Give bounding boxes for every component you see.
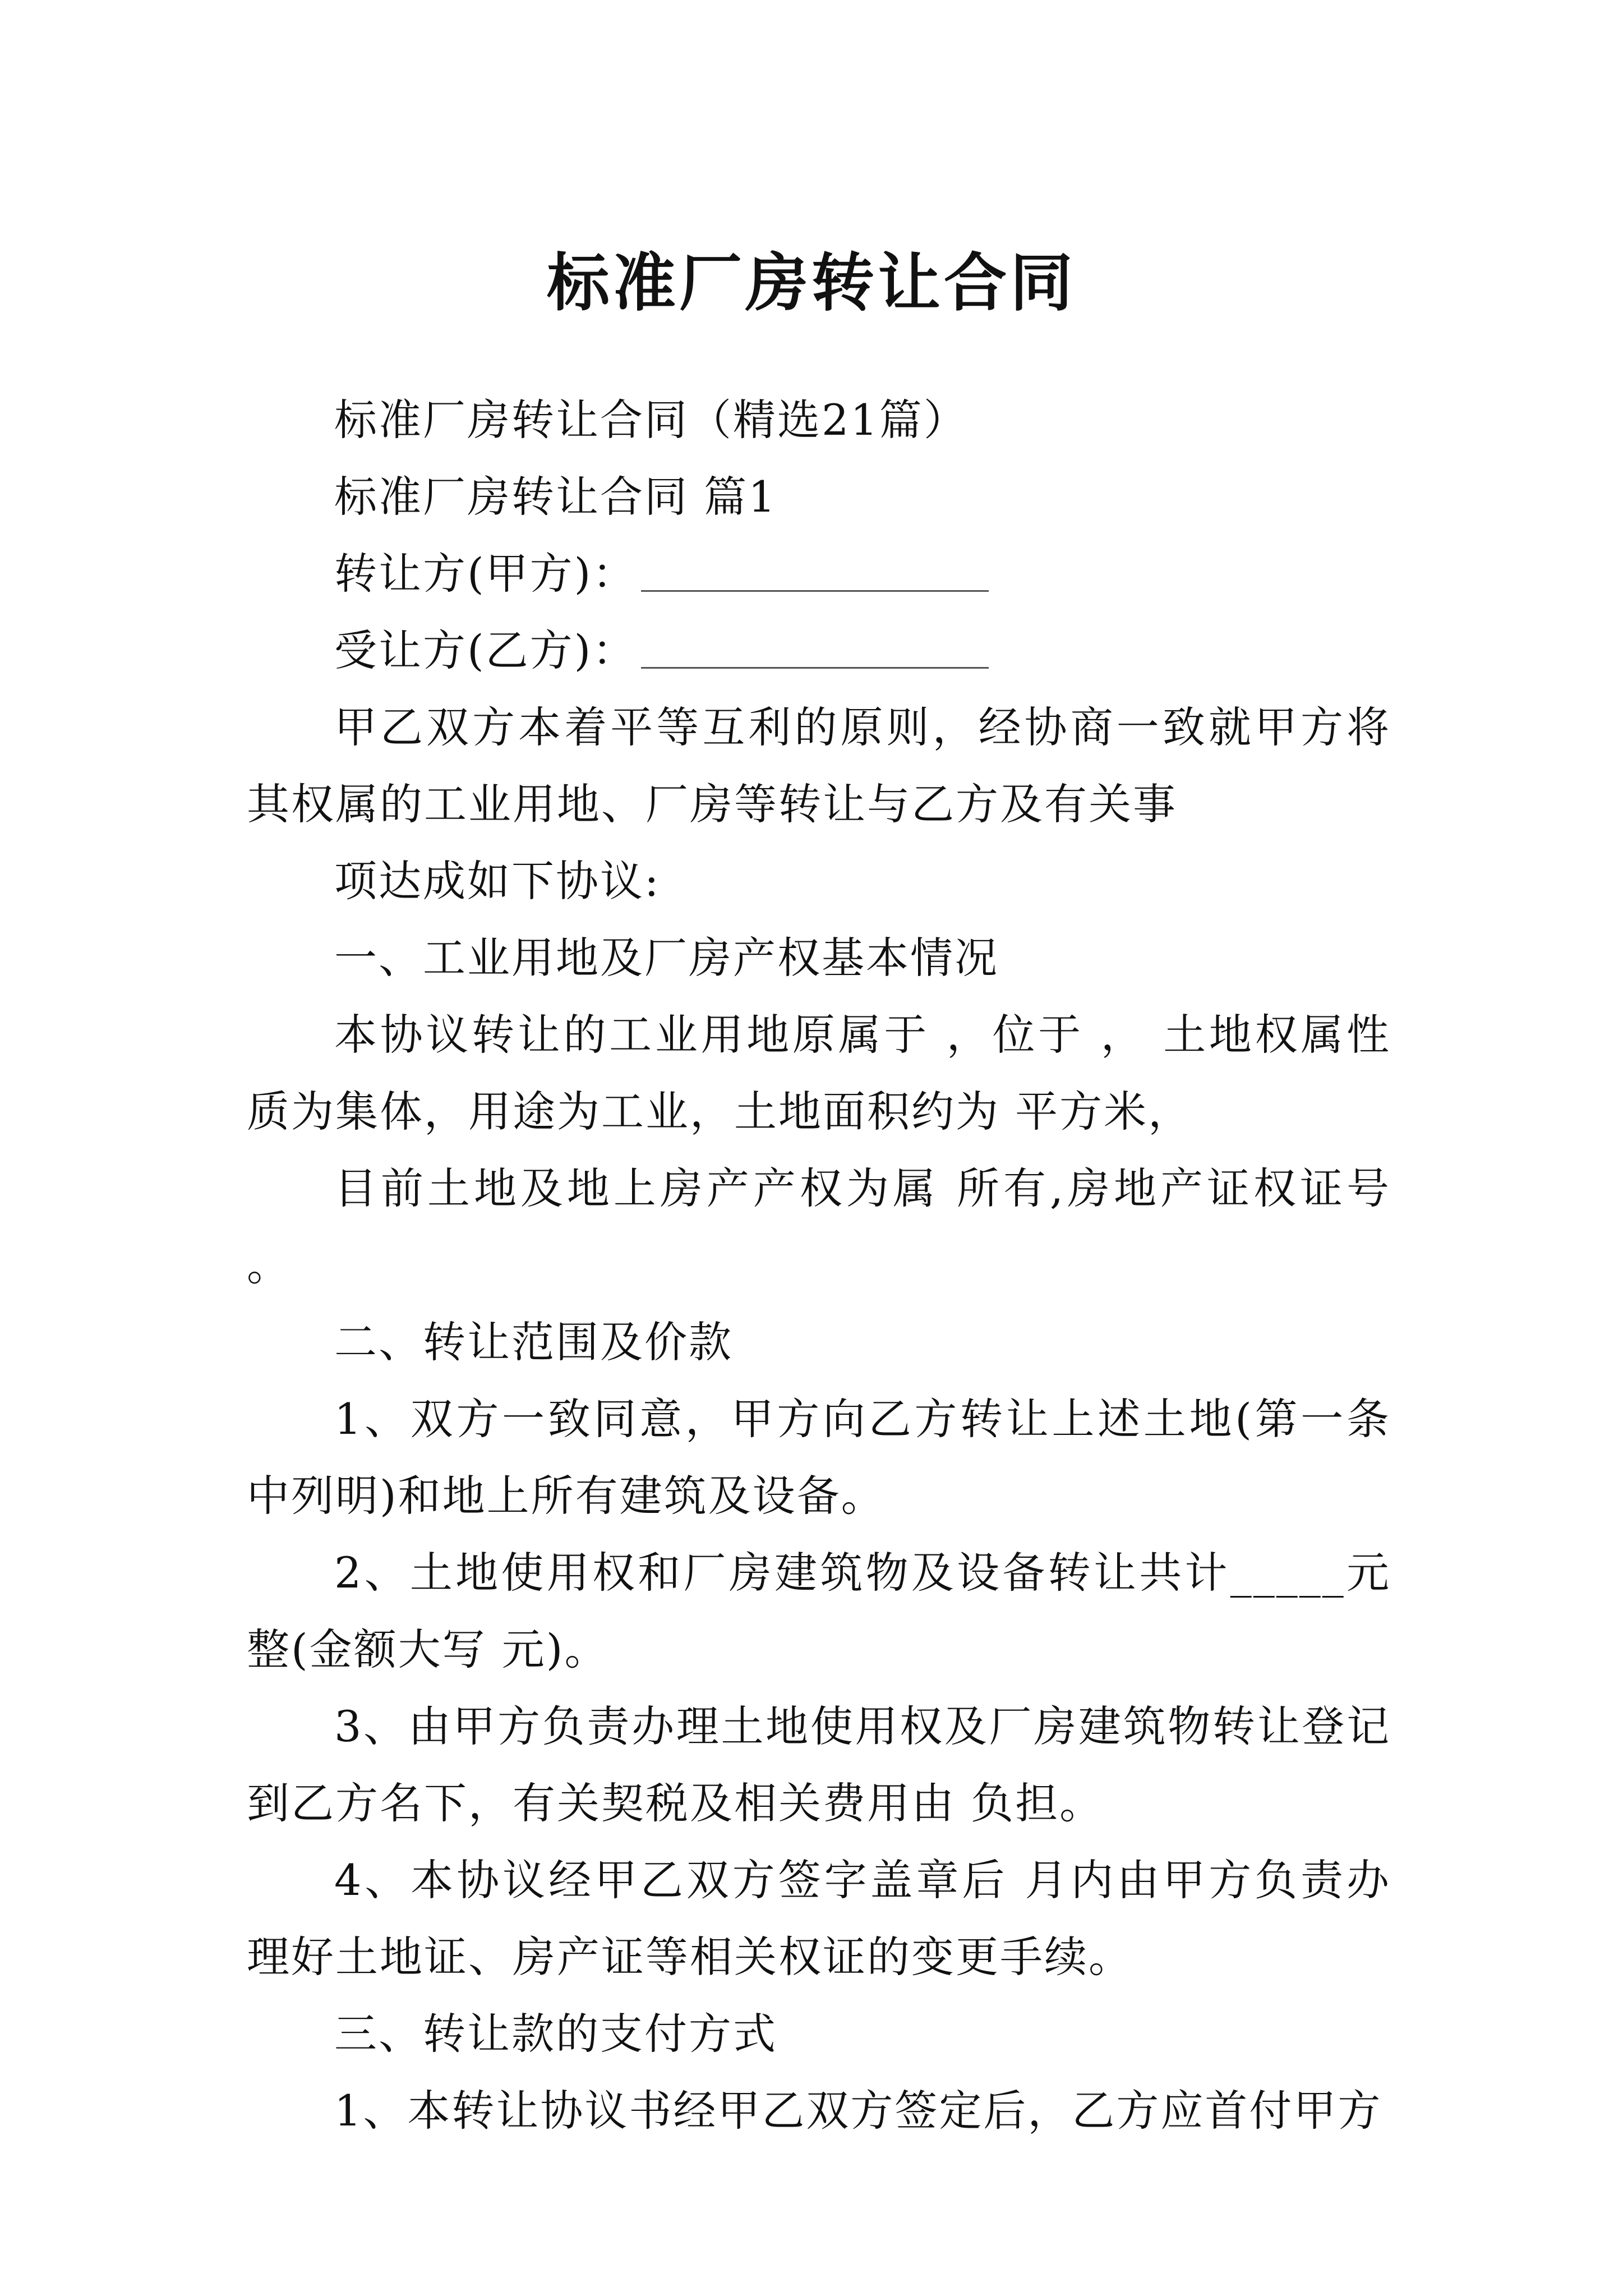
paragraph-preamble: 甲乙双方本着平等互利的原则，经协商一致就甲方将其权属的工业用地、厂房等转让与乙方及有关事 [247,702,1391,829]
heading-section-one: 一、工业用地及厂房产权基本情况 [334,933,999,983]
clause-2-1: 1、双方一致同意，甲方向乙方转让上述土地(第一条中列明)和地上所有建筑及设备。 [247,1394,1391,1521]
transferee-label: 受让方(乙方)： [334,625,637,675]
transferee-blank [641,622,989,669]
clause-2-2: 2、土地使用权和厂房建筑物及设备转让共计_____元整(金额大写 元)。 [247,1548,1391,1674]
transferee-line [247,612,1391,689]
transferor-label: 转让方(甲方)： [334,549,637,599]
paragraph-agreement-intro: 项达成如下协议: [334,856,661,906]
clause-2-4: 4、本协议经甲乙双方签字盖章后 月内由甲方负责办理好土地证、房产证等相关权证的变更手续。 [247,1855,1391,1982]
clause-2-3: 3、由甲方负责办理土地使用权及厂房建筑物转让登记到乙方名下，有关契税及相关费用由 负担。 [247,1701,1391,1828]
paragraph-subtitle: 标准厂房转让合同（精选21篇） [334,395,968,445]
clause-3-1: 1、本转让协议书经甲乙双方签定后，乙方应首付甲方 [334,2086,1382,2136]
paragraph-ownership: 目前土地及地上房产产权为属 所有,房地产证权证号 。 [247,1163,1391,1290]
transferor-blank [641,545,989,592]
document-title: 标准厂房转让合同 [547,246,1076,320]
paragraph-section-heading: 标准厂房转让合同 篇1 [334,472,777,522]
paragraph-land-description: 本协议转让的工业用地原属于 ，位于 ， 土地权属性质为集体，用途为工业，土地面积约为 平方米， [247,1010,1391,1137]
transferor-line [247,535,1391,612]
heading-section-three: 三、转让款的支付方式 [334,2009,777,2059]
document-body [247,381,1391,2149]
heading-section-two: 二、转让范围及价款 [334,1317,733,1367]
